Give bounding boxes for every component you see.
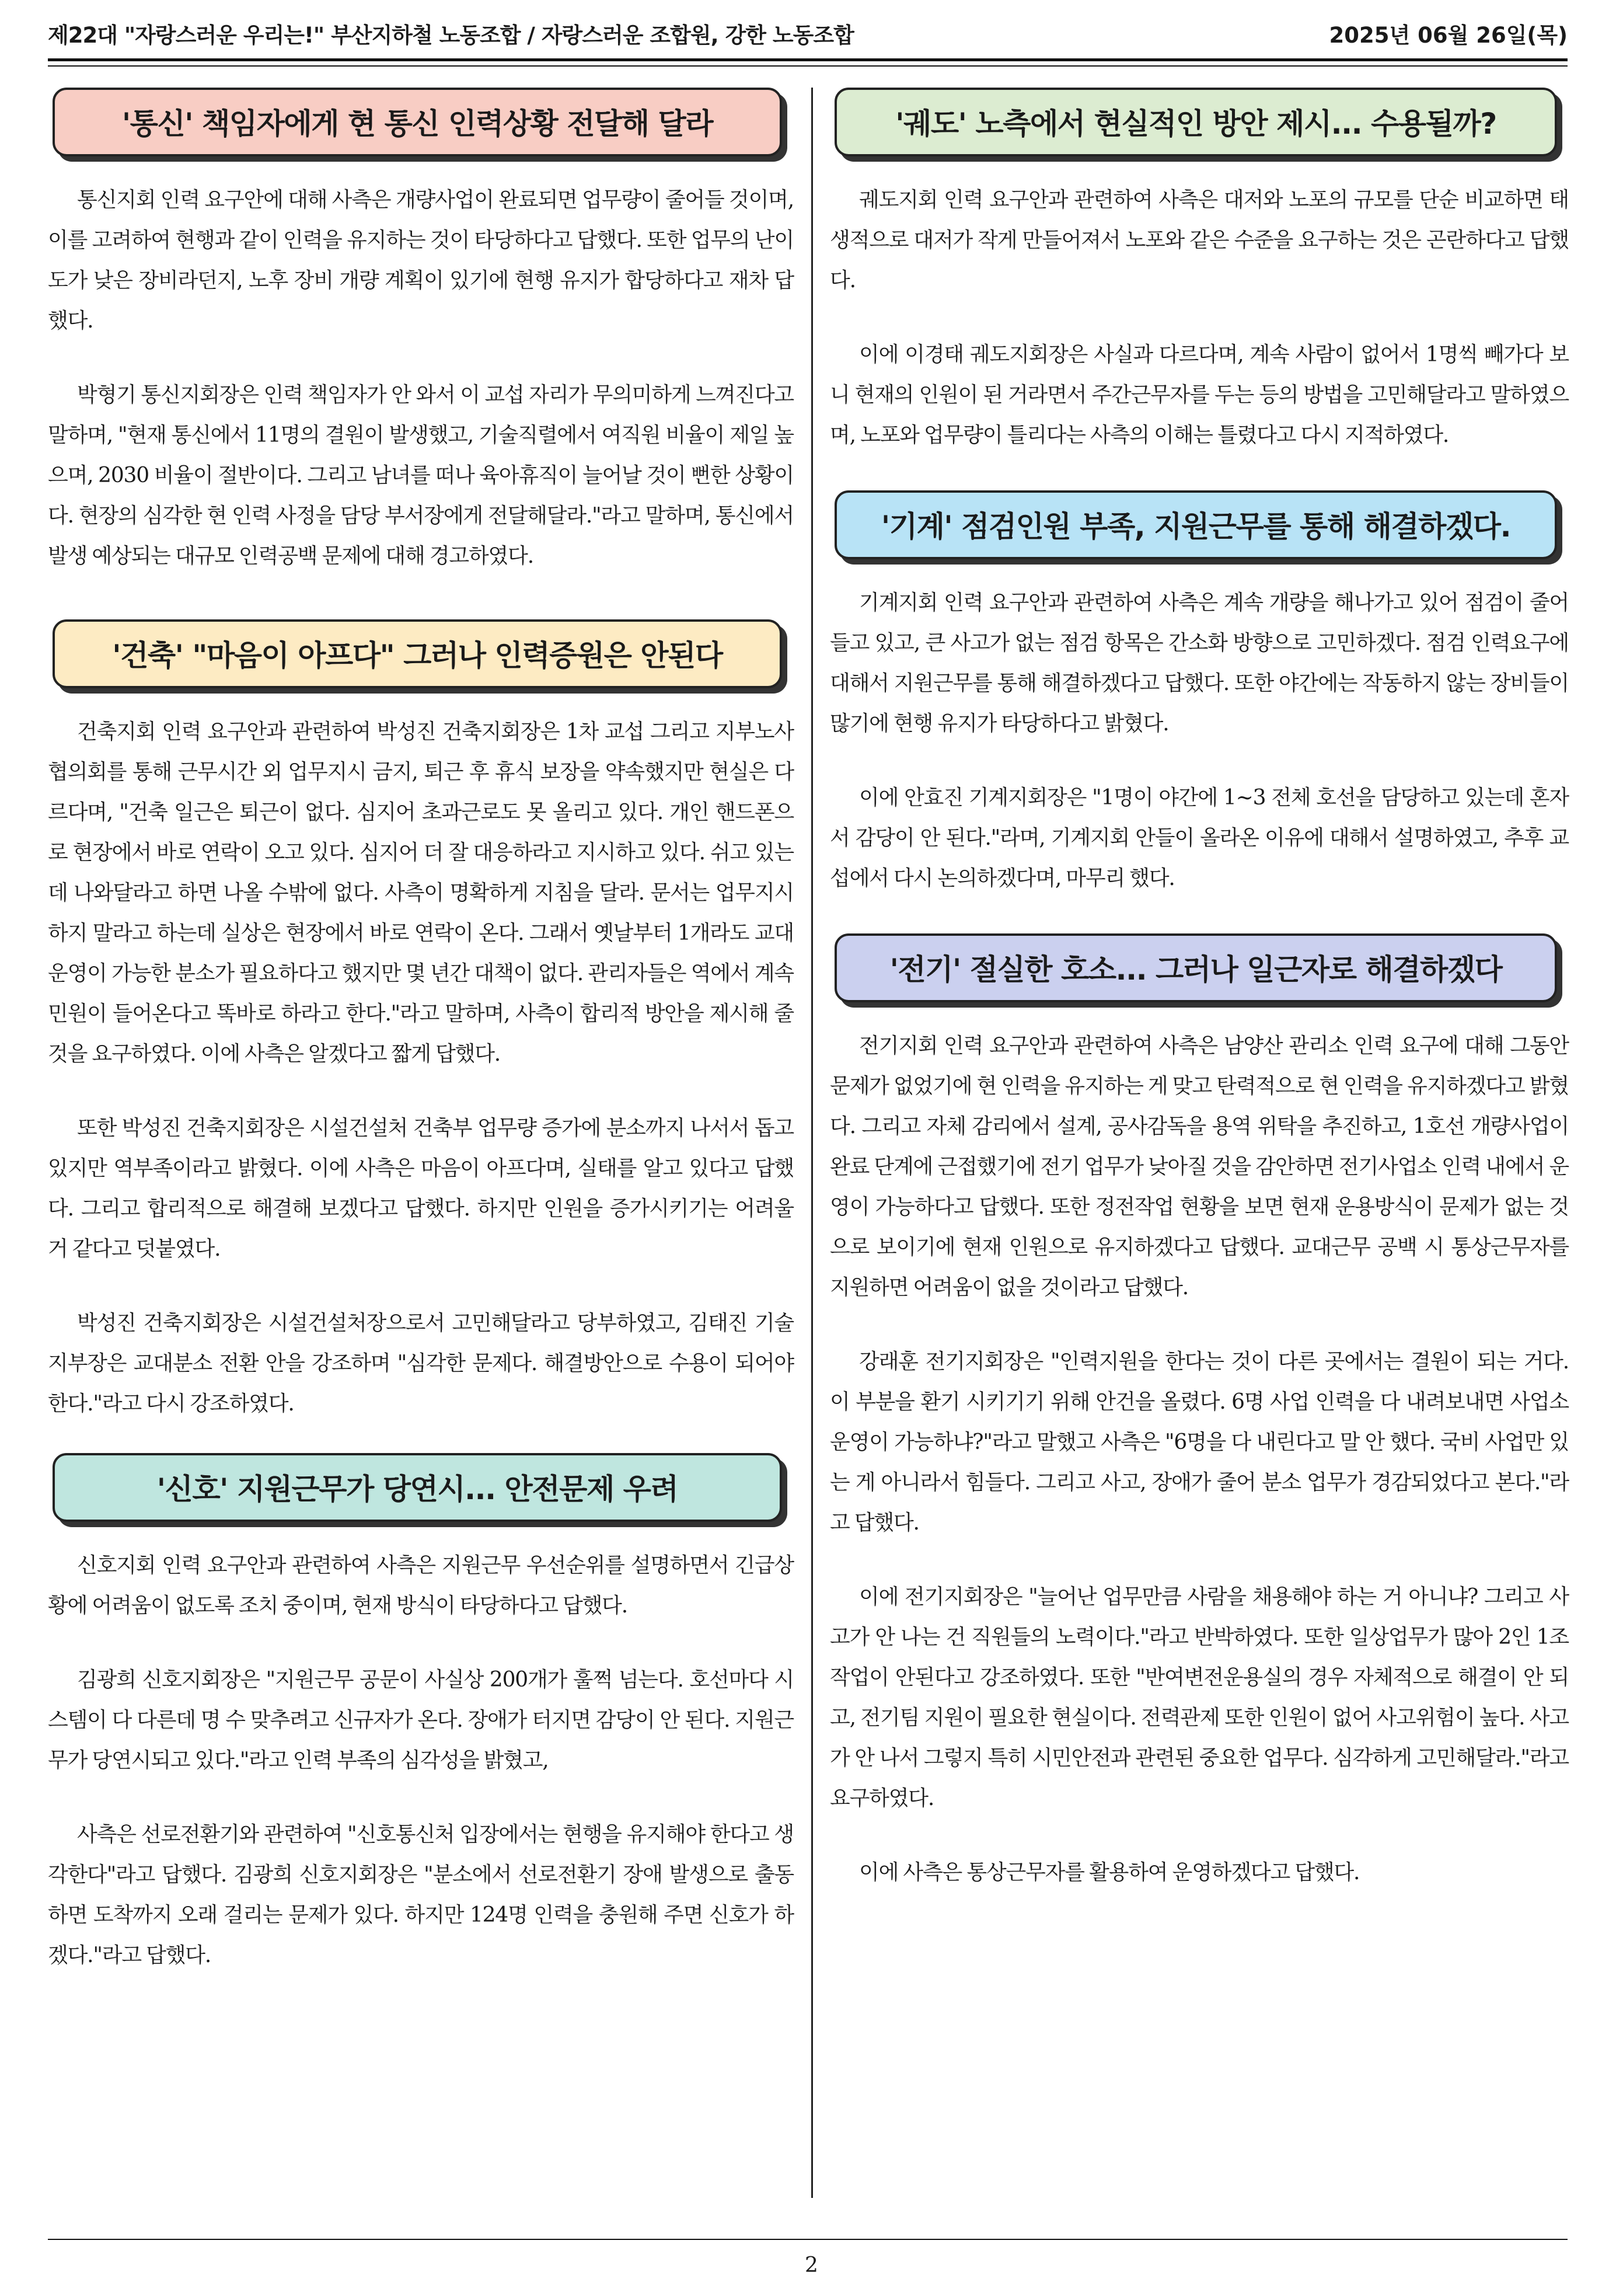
section-signal xyxy=(48,1453,794,1976)
section-title-telecom: '통신' 책임자에게 현 통신 인력상황 전달해 달라 xyxy=(53,88,782,156)
paragraph: 이에 사측은 통상근무자를 활용하여 운영하겠다고 답했다. xyxy=(859,1861,1360,1884)
paragraph: 이에 전기지회장은 "늘어난 업무만큼 사람을 채용해야 하는 거 아니냐? 그리고 사고가 안 나는 건 직원들의 노력이다."라고 반박하였다. 또한 일상업무가 많아 2인 1조 작업이 안된다고 강조하였다. 또한 "반여변전운용실의 경우 자체적으로 해결이 안 되고, 전기팀 지원이 필요한 현실이다. 전력관제 또한 인원이 없어 사고위험이 높다. 사고가 안 나서 그렇지 특히 시민안전과 관련된 중요한 업무다. 심각하게 고민해달라."라고 요구하였다. xyxy=(830,1585,1569,1810)
section-title-signal: '신호' 지원근무가 당연시... 안전문제 우려 xyxy=(53,1453,782,1522)
right-column xyxy=(830,88,1569,1930)
paragraph: 또한 박성진 건축지회장은 시설건설처 건축부 업무량 증가에 분소까지 나서서 돕고 있지만 역부족이라고 밝혔다. 이에 사측은 마음이 아프다며, 실태를 알고 있다고 답했다. 그리고 합리적으로 해결해 보겠다고 답했다. 하지만 인원을 증가시키기는 어려울 거 같다고 덧붙였다. xyxy=(48,1116,794,1261)
paragraph: 사측은 선로전환기와 관련하여 "신호통신처 입장에서는 현행을 유지해야 한다고 생각한다"라고 답했다. 김광희 신호지회장은 "분소에서 선로전환기 장애 발생으로 출동하면 도착까지 오래 걸리는 문제가 있다. 하지만 124명 인력을 충원해 주면 신호가 하겠다."라고 답했다. xyxy=(48,1823,794,1967)
section-building xyxy=(48,619,794,1424)
paragraph: 기계지회 인력 요구안과 관련하여 사측은 계속 개량을 해나가고 있어 점검이 줄어들고 있고, 큰 사고가 없는 점검 항목은 간소화 방향으로 고민하겠다. 점검 인력요구에 대해서 지원근무를 통해 해결하겠다고 답했다. 또한 야간에는 작동하지 않는 장비들이 많기에 현행 유지가 타당하다고 밝혔다. xyxy=(830,591,1569,736)
section-mechanical xyxy=(830,490,1569,898)
footer-rule xyxy=(48,2239,1568,2240)
section-title-track: '궤도' 노측에서 현실적인 방안 제시... 수용될까? xyxy=(835,88,1557,156)
left-column xyxy=(48,88,794,2013)
paragraph: 강래훈 전기지회장은 "인력지원을 한다는 것이 다른 곳에서는 결원이 되는 거다. 이 부분을 환기 시키기기 위해 안건을 올렸다. 6명 사업 인력을 다 내려보내면 사업소 운영이 가능하냐?"라고 말했고 사측은 "6명을 다 내린다고 말 안 했다. 국비 사업만 있는 게 아니라서 힘들다. 그리고 사고, 장애가 줄어 분소 업무가 경감되었다고 본다."라고 답했다. xyxy=(830,1350,1569,1535)
section-telecom xyxy=(48,88,794,576)
section-title-electric: '전기' 절실한 호소... 그러나 일근자로 해결하겠다 xyxy=(835,933,1557,1002)
section-title-mechanical: '기계' 점검인원 부족, 지원근무를 통해 해결하겠다. xyxy=(835,490,1557,559)
newsletter-header: 제22대 "자랑스러운 우리는!" 부산지하철 노동조합 / 자랑스러운 조합원, 강한 노동조합 xyxy=(48,23,854,48)
paragraph: 궤도지회 인력 요구안과 관련하여 사측은 대저와 노포의 규모를 단순 비교하면 태생적으로 대저가 작게 만들어져서 노포와 같은 수준을 요구하는 것은 곤란하다고 답했다. xyxy=(830,188,1569,292)
header-rule-thick xyxy=(48,58,1568,61)
paragraph: 이에 안효진 기계지회장은 "1명이 야간에 1~3 전체 호선을 담당하고 있는데 혼자서 감당이 안 된다."라며, 기계지회 안들이 올라온 이유에 대해서 설명하였고, 추후 교섭에서 다시 논의하겠다며, 마무리 했다. xyxy=(830,786,1569,890)
issue-date: 2025년 06월 26일(목) xyxy=(1329,23,1568,48)
column-divider xyxy=(811,88,813,2198)
paragraph: 박형기 통신지회장은 인력 책임자가 안 와서 이 교섭 자리가 무의미하게 느껴진다고 말하며, "현재 통신에서 11명의 결원이 발생했고, 기술직렬에서 여직원 비율이 제일 높으며, 2030 비율이 절반이다. 그리고 남녀를 떠나 육아휴직이 늘어날 것이 뻔한 상황이다. 현장의 심각한 현 인력 사정을 담당 부서장에게 전달해달라."라고 말하며, 통신에서 발생 예상되는 대규모 인력공백 문제에 대해 경고하였다. xyxy=(48,383,794,568)
paragraph: 전기지회 인력 요구안과 관련하여 사측은 남양산 관리소 인력 요구에 대해 그동안 문제가 없었기에 현 인력을 유지하는 게 맞고 탄력적으로 현 인력을 유지하겠다고 밝혔다. 그리고 자체 감리에서 설계, 공사감독을 용역 위탁을 추진하고, 1호선 개량사업이 완료 단계에 근접했기에 전기 업무가 낮아질 것을 감안하면 전기사업소 인력 내에서 운영이 가능하다고 답했다. 또한 정전작업 현황을 보면 현재 운용방식이 문제가 없는 것으로 보이기에 현재 인원으로 유지하겠다고 답했다. 교대근무 공백 시 통상근무자를 지원하면 어려움이 없을 것이라고 답했다. xyxy=(830,1034,1569,1299)
paragraph: 박성진 건축지회장은 시설건설처장으로서 고민해달라고 당부하였고, 김태진 기술지부장은 교대분소 전환 안을 강조하며 "심각한 문제다. 해결방안으로 수용이 되어야 한다."라고 다시 강조하였다. xyxy=(48,1311,794,1416)
paragraph: 이에 이경태 궤도지회장은 사실과 다르다며, 계속 사람이 없어서 1명씩 빼가다 보니 현재의 인원이 된 거라면서 주간근무자를 두는 등의 방법을 고민해달라고 말하였으며, 노포와 업무량이 틀리다는 사측의 이해는 틀렸다고 다시 지적하였다. xyxy=(830,343,1569,447)
section-title-building: '건축' "마음이 아프다" 그러나 인력증원은 안된다 xyxy=(53,619,782,688)
paragraph: 김광희 신호지회장은 "지원근무 공문이 사실상 200개가 훌쩍 넘는다. 호선마다 시스템이 다 다른데 명 수 맞추려고 신규자가 온다. 장애가 터지면 감당이 안 된다. 지원근무가 당연시되고 있다."라고 인력 부족의 심각성을 밝혔고, xyxy=(48,1668,794,1772)
paragraph: 통신지회 인력 요구안에 대해 사측은 개량사업이 완료되면 업무량이 줄어들 것이며, 이를 고려하여 현행과 같이 인력을 유지하는 것이 타당하다고 답했다. 또한 업무의 난이도가 낮은 장비라던지, 노후 장비 개량 계획이 있기에 현행 유지가 합당하다고 재차 답했다. xyxy=(48,188,794,333)
section-electric xyxy=(830,933,1569,1893)
section-track xyxy=(830,88,1569,455)
paragraph: 신호지회 인력 요구안과 관련하여 사측은 지원근무 우선순위를 설명하면서 긴급상황에 어려움이 없도록 조치 중이며, 현재 방식이 타당하다고 답했다. xyxy=(48,1553,794,1618)
page-number: 2 xyxy=(805,2253,818,2277)
header-rule-thin xyxy=(48,65,1568,67)
paragraph: 건축지회 인력 요구안과 관련하여 박성진 건축지회장은 1차 교섭 그리고 지부노사협의회를 통해 근무시간 외 업무지시 금지, 퇴근 후 휴식 보장을 약속했지만 현실은 다르다며, "건축 일근은 퇴근이 없다. 심지어 초과근로도 못 올리고 있다. 개인 핸드폰으로 현장에서 바로 연락이 오고 있다. 심지어 더 잘 대응하라고 지시하고 있다. 쉬고 있는데 나와달라고 하면 나올 수밖에 없다. 사측이 명확하게 지침을 달라. 문서는 업무지시하지 말라고 하는데 실상은 현장에서 바로 연락이 온다. 그래서 옛날부터 1개라도 교대 운영이 가능한 분소가 필요하다고 했지만 몇 년간 대책이 없다. 관리자들은 역에서 계속 민원이 들어온다고 똑바로 하라고 한다."라고 말하며, 사측이 합리적 방안을 제시해 줄 것을 요구하였다. 이에 사측은 알겠다고 짧게 답했다. xyxy=(48,720,794,1066)
